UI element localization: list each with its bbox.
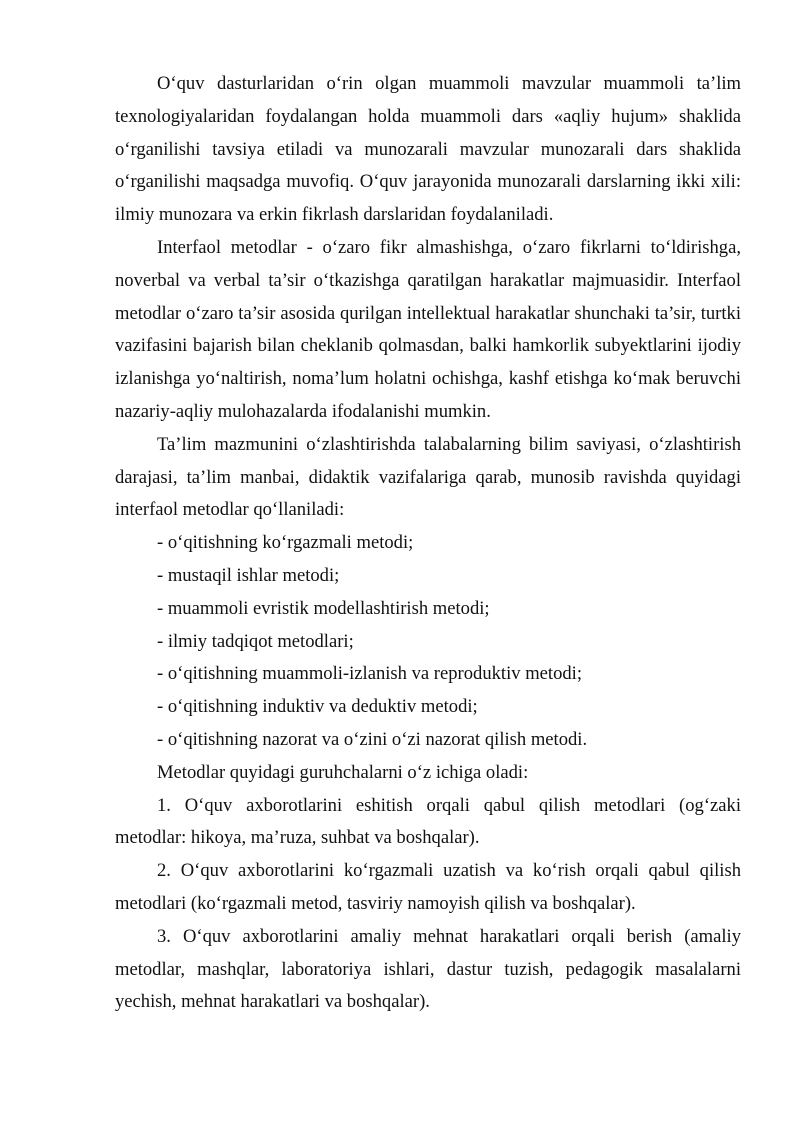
methods-list [115, 527, 741, 757]
list-item: - ilmiy tadqiqot metodlari; [157, 630, 354, 652]
group-item: 3. O‘quv axborotlarini amaliy mehnat harakatlari orqali berish (amaliy metodlar, mashqlar, laboratoriya ishlari, dastur tuzish, pedagogik masalalarni yechish, mehnat harakatlari va boshqalar). [115, 925, 741, 1013]
list-item: - o‘qitishning nazorat va o‘zini o‘zi nazorat qilish metodi. [157, 728, 588, 750]
paragraph-groups-intro: Metodlar quyidagi guruhchalarni o‘z ichiga oladi: [157, 761, 529, 783]
paragraph-interactive-methods: Interfaol metodlar - o‘zaro fikr almashishga, o‘zaro fikrlarni to‘ldirishga, noverbal va verbal ta’sir o‘tkazishga qaratilgan harakatlar majmuasidir. Interfaol metodlar o‘zaro ta’sir asosida qurilgan intellektual harakatlar shunchaki ta’sir, turtki vazifasini bajarish bilan cheklanib qolmasdan, balki hamkorlik subyektlarini ijodiy izlanishga yo‘naltirish, noma’lum holatni ochishga, kashf etishga ko‘mak beruvchi nazariy-aqliy mulohazalarda ifodalanishi mumkin. [115, 236, 741, 422]
list-item: - o‘qitishning muammoli-izlanish va reproduktiv metodi; [157, 663, 583, 685]
group-item: 1. O‘quv axborotlarini eshitish orqali qabul qilish metodlari (og‘zaki metodlar: hikoya, ma’ruza, suhbat va boshqalar). [115, 794, 741, 849]
list-item: - muammoli evristik modellashtirish metodi; [157, 597, 490, 619]
document-body [115, 68, 741, 1019]
list-item: - mustaqil ishlar metodi; [157, 564, 340, 586]
paragraph-problem-topics: O‘quv dasturlaridan o‘rin olgan muammoli mavzular muammoli ta’lim texnologiyalaridan foydalangan holda muammoli dars «aqliy hujum» shaklida o‘rganilishi tavsiya etiladi va munozarali mavzular munozarali dars shaklida o‘rganilishi maqsadga muvofiq. O‘quv jarayonida munozarali darslarning ikki xili: ilmiy munozara va erkin fikrlash darslaridan foydalaniladi. [115, 73, 741, 226]
group-item: 2. O‘quv axborotlarini ko‘rgazmali uzatish va ko‘rish orqali qabul qilish metodlari (ko‘rgazmali metod, tasviriy namoyish qilish va boshqalar). [115, 860, 741, 914]
list-item: - o‘qitishning ko‘rgazmali metodi; [157, 532, 414, 554]
list-item: - o‘qitishning induktiv va deduktiv metodi; [157, 696, 478, 718]
paragraph-methods-application: Ta’lim mazmunini o‘zlashtirishda talabalarning bilim saviyasi, o‘zlashtirish darajasi, ta’lim manbai, didaktik vazifalariga qarab, munosib ravishda quyidagi interfaol metodlar qo‘llaniladi: [115, 433, 741, 521]
